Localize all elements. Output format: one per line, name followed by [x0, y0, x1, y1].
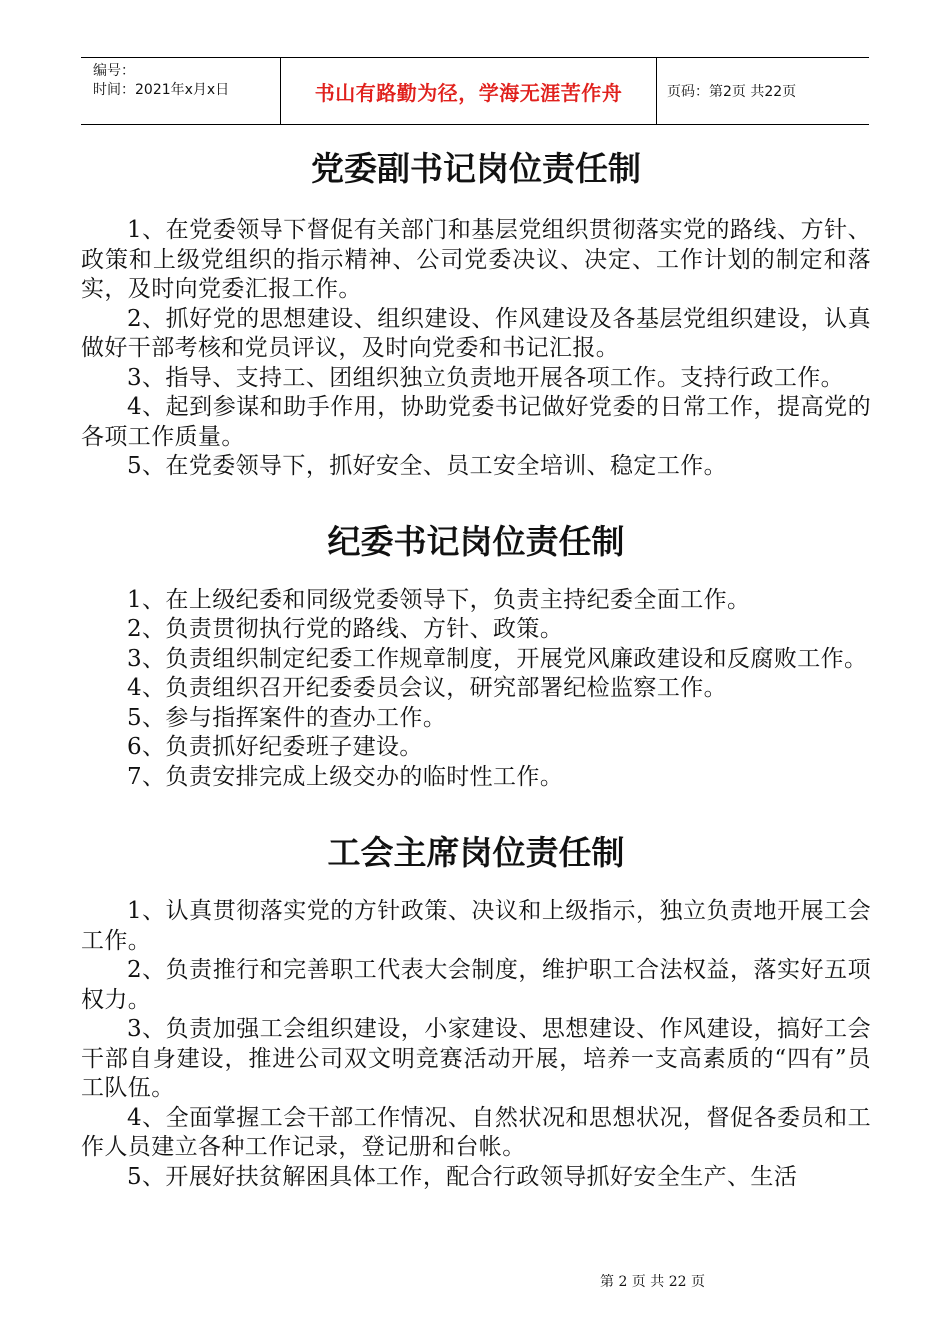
paragraph: 3、负责加强工会组织建设，小家建设、思想建设、作风建设，搞好工会干部自身建设，推进公司双文明竞赛活动开展，培养一支高素质的“四有”员工队伍。	[81, 1016, 871, 1101]
page-info-text: 页码：第2页 共22页	[667, 84, 797, 100]
page-footer: 第 2 页 共 22 页	[600, 1274, 705, 1290]
header-meta	[81, 58, 281, 124]
paragraph: 5、开展好扶贫解困具体工作，配合行政领导抓好安全生产、生活	[127, 1163, 798, 1190]
header-page-info	[657, 58, 869, 124]
section-union-chairman	[81, 833, 871, 1192]
paragraph: 1、认真贯彻落实党的方针政策、决议和上级指示，独立负责地开展工会工作。	[81, 898, 871, 954]
section-deputy-secretary	[81, 149, 871, 482]
paragraph: 5、参与指挥案件的查办工作。	[127, 704, 447, 731]
paragraph: 3、负责组织制定纪委工作规章制度，开展党风廉政建设和反腐败工作。	[127, 645, 868, 672]
paragraph: 2、负责推行和完善职工代表大会制度，维护职工合法权益，落实好五项权力。	[81, 957, 871, 1013]
section-title: 纪委书记岗位责任制	[327, 521, 625, 561]
document-body	[81, 130, 871, 1192]
paragraph: 1、在党委领导下督促有关部门和基层党组织贯彻落实党的路线、方针、政策和上级党组织的指示精神、公司党委决议、决定、工作计划的制定和落实，及时向党委汇报工作。	[81, 217, 871, 302]
paragraph: 2、负责贯彻执行党的路线、方针、政策。	[127, 616, 564, 642]
paragraph: 7、负责安排完成上级交办的临时性工作。	[127, 763, 564, 790]
document-header	[81, 57, 869, 125]
paragraph: 1、在上级纪委和同级党委领导下，负责主持纪委全面工作。	[127, 586, 751, 613]
section-title: 党委副书记岗位责任制	[311, 149, 641, 188]
section-discipline-secretary	[81, 522, 871, 793]
paragraph: 4、起到参谋和助手作用，协助党委书记做好党委的日常工作，提高党的各项工作质量。	[81, 394, 871, 450]
document-time-label: 时间：2021年x月x日	[93, 82, 230, 98]
document-number-label: 编号：	[93, 63, 135, 79]
paragraph: 4、全面掌握工会干部工作情况、自然状况和思想状况，督促各委员和工作人员建立各种工作记录，登记册和台帐。	[81, 1104, 871, 1160]
header-motto	[281, 58, 657, 124]
paragraph: 2、抓好党的思想建设、组织建设、作风建设及各基层党组织建设，认真做好干部考核和党员评议，及时向党委和书记汇报。	[81, 305, 871, 361]
motto-text: 书山有路勤为径，学海无涯苦作舟	[314, 80, 623, 105]
paragraph: 4、负责组织召开纪委委员会议，研究部署纪检监察工作。	[127, 675, 728, 701]
paragraph: 6、负责抓好纪委班子建设。	[127, 734, 423, 760]
paragraph: 5、在党委领导下，抓好安全、员工安全培训、稳定工作。	[127, 453, 728, 479]
section-title: 工会主席岗位责任制	[327, 833, 625, 872]
paragraph: 3、指导、支持工、团组织独立负责地开展各项工作。支持行政工作。	[127, 364, 845, 391]
